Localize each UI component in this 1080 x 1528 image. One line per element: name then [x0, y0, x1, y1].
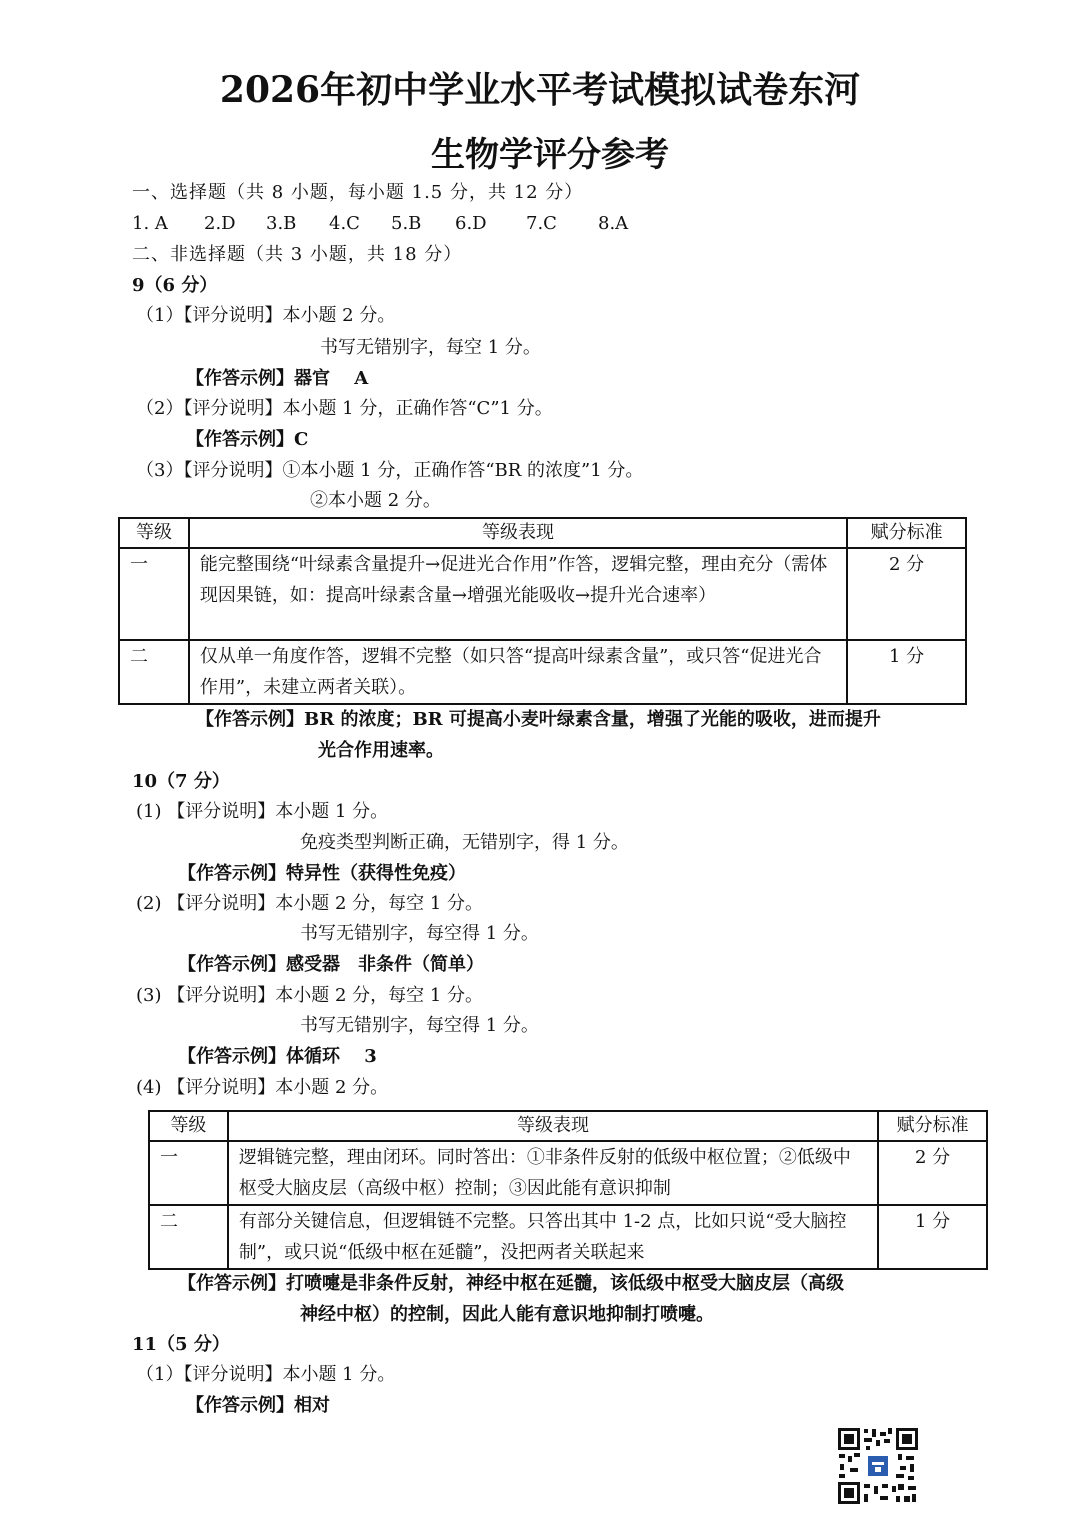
table-cell-desc: 逻辑链完整，理由闭环。同时答出：①非条件反射的低级中枢位置；②低级中枢受大脑皮层（高级中枢）控制；③因此能有意识抑制 — [228, 1141, 878, 1205]
mc-answer-8: 8.A — [598, 213, 629, 234]
q9-s1-example: 【作答示例】器官 A — [186, 368, 369, 389]
qr-code — [836, 1426, 920, 1506]
q11-s1-example: 【作答示例】相对 — [186, 1395, 330, 1416]
mc-answer-6: 6.D — [455, 213, 487, 234]
table-cell-level: 一 — [119, 548, 189, 640]
q9-title: 9（6 分） — [132, 275, 218, 296]
q10-s3-example: 【作答示例】体循环 3 — [178, 1046, 377, 1067]
table-row — [149, 1205, 987, 1269]
table-cell-desc: 能完整围绕“叶绿素含量提升→促进光合作用”作答，逻辑完整，理由充分（需体现因果链，如：提高叶绿素含量→增强光能吸收→提升光合速率） — [189, 548, 847, 640]
table-cell-level: 一 — [149, 1141, 228, 1205]
table-row — [119, 640, 966, 704]
table-header-score: 赋分标准 — [847, 518, 966, 548]
mc-answer-3: 3.B — [266, 213, 297, 234]
q10-s4-label: (4) 【评分说明】本小题 2 分。 — [136, 1077, 389, 1098]
q10-grading-table — [148, 1110, 988, 1270]
table-header-desc: 等级表现 — [189, 518, 847, 548]
q10-s1-example: 【作答示例】特异性（获得性免疫） — [178, 863, 466, 884]
q10-s1-label: (1) 【评分说明】本小题 1 分。 — [136, 801, 389, 822]
exam-subtitle: 生物学评分参考 — [431, 135, 669, 175]
q9-grading-table — [118, 517, 967, 705]
q10-title: 10（7 分） — [132, 771, 230, 792]
mc-answer-4: 4.C — [329, 213, 360, 234]
q9-s3-example-line2: 光合作用速率。 — [318, 740, 444, 761]
table-cell-score: 2 分 — [847, 548, 966, 640]
part1-heading: 一、选择题（共 8 小题，每小题 1.5 分，共 12 分） — [132, 182, 584, 203]
table-cell-score: 1 分 — [878, 1205, 987, 1269]
q9-s3-note: ②本小题 2 分。 — [310, 490, 441, 511]
q10-s4-example-line1: 【作答示例】打喷嚏是非条件反射，神经中枢在延髓，该低级中枢受大脑皮层（高级 — [178, 1273, 844, 1294]
table-cell-desc: 有部分关键信息，但逻辑链不完整。只答出其中 1-2 点，比如只说“受大脑控制”，或只说“低级中枢在延髓”，没把两者关联起来 — [228, 1205, 878, 1269]
q9-s2-example: 【作答示例】C — [186, 429, 309, 450]
table-cell-level: 二 — [119, 640, 189, 704]
mc-answer-2: 2.D — [204, 213, 236, 234]
table-cell-desc: 仅从单一角度作答，逻辑不完整（如只答“提高叶绿素含量”，或只答“促进光合作用”，未建立两者关联）。 — [189, 640, 847, 704]
table-header-score: 赋分标准 — [878, 1111, 987, 1141]
mc-answer-7: 7.C — [526, 213, 557, 234]
exam-title: 2026年初中学业水平考试模拟试卷东河 — [219, 69, 861, 111]
table-cell-level: 二 — [149, 1205, 228, 1269]
q11-title: 11（5 分） — [132, 1334, 230, 1355]
q9-s3-example-line1: 【作答示例】BR 的浓度；BR 可提高小麦叶绿素含量，增强了光能的吸收，进而提升 — [196, 709, 881, 730]
table-row — [119, 548, 966, 640]
table-cell-score: 2 分 — [878, 1141, 987, 1205]
table-row — [149, 1141, 987, 1205]
table-header-level: 等级 — [149, 1111, 228, 1141]
q10-s4-example-line2: 神经中枢）的控制，因此人能有意识地抑制打喷嚏。 — [300, 1304, 714, 1325]
q9-s1-label: （1）【评分说明】本小题 2 分。 — [136, 305, 396, 326]
q10-s2-label: (2) 【评分说明】本小题 2 分，每空 1 分。 — [136, 893, 484, 914]
mc-answer-5: 5.B — [391, 213, 422, 234]
table-header-desc: 等级表现 — [228, 1111, 878, 1141]
q10-s3-label: (3) 【评分说明】本小题 2 分，每空 1 分。 — [136, 985, 484, 1006]
q9-s3-label: （3）【评分说明】①本小题 1 分，正确作答“BR 的浓度”1 分。 — [136, 460, 644, 481]
part2-heading: 二、非选择题（共 3 小题，共 18 分） — [132, 244, 463, 265]
mc-answer-1: 1. A — [132, 213, 168, 234]
q9-s2-label: （2）【评分说明】本小题 1 分，正确作答“C”1 分。 — [136, 398, 553, 419]
q11-s1-label: （1）【评分说明】本小题 1 分。 — [136, 1364, 396, 1385]
q10-s2-example: 【作答示例】感受器 非条件（简单） — [178, 954, 484, 975]
table-header-level: 等级 — [119, 518, 189, 548]
q10-s2-note: 书写无错别字，每空得 1 分。 — [300, 923, 539, 944]
q9-s1-note: 书写无错别字，每空 1 分。 — [320, 337, 541, 358]
table-cell-score: 1 分 — [847, 640, 966, 704]
q10-s3-note: 书写无错别字，每空得 1 分。 — [300, 1015, 539, 1036]
q10-s1-note: 免疫类型判断正确，无错别字，得 1 分。 — [300, 832, 629, 853]
